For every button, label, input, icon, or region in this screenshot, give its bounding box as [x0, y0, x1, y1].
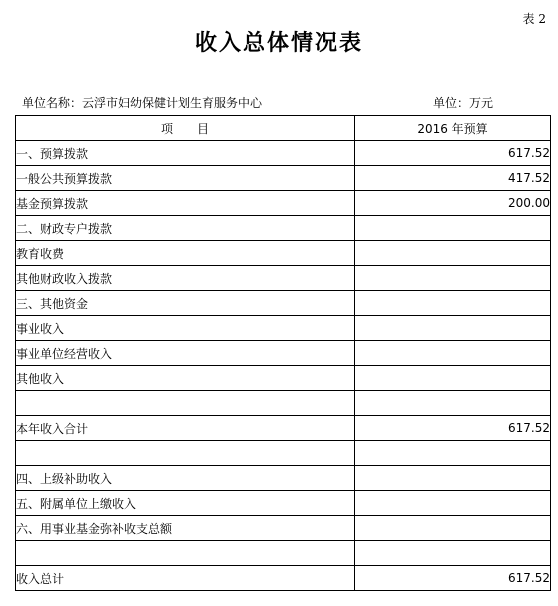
table-row — [16, 541, 551, 566]
row-value — [355, 316, 551, 341]
row-label: 其他收入 — [16, 366, 355, 391]
row-value: 417.52 — [355, 166, 551, 191]
row-label: 教育收费 — [16, 241, 355, 266]
row-value — [355, 491, 551, 516]
table-row — [16, 191, 551, 216]
table-row — [16, 291, 551, 316]
row-label — [16, 441, 355, 466]
row-value: 617.52 — [355, 416, 551, 441]
table-row — [16, 441, 551, 466]
row-label: 二、财政专户拨款 — [16, 216, 355, 241]
row-value — [355, 266, 551, 291]
table-row — [16, 141, 551, 166]
row-value — [355, 241, 551, 266]
row-value — [355, 441, 551, 466]
table-row — [16, 266, 551, 291]
row-value — [355, 341, 551, 366]
table-row — [16, 241, 551, 266]
row-label: 一般公共预算拨款 — [16, 166, 355, 191]
table-number: 表 2 — [522, 12, 546, 26]
row-label — [16, 391, 355, 416]
table-row-total — [16, 566, 551, 591]
row-label: 事业单位经营收入 — [16, 341, 355, 366]
row-value — [355, 366, 551, 391]
table-row — [16, 466, 551, 491]
row-value — [355, 516, 551, 541]
table-row — [16, 491, 551, 516]
row-label: 三、其他资金 — [16, 291, 355, 316]
table-row — [16, 366, 551, 391]
row-value: 617.52 — [355, 141, 551, 166]
row-label: 一、预算拨款 — [16, 141, 355, 166]
table-row — [16, 341, 551, 366]
row-value: 617.52 — [355, 566, 551, 591]
header-item: 项 目 — [16, 116, 355, 141]
table-row — [16, 216, 551, 241]
income-summary-table — [15, 115, 551, 591]
table-row — [16, 516, 551, 541]
row-label: 基金预算拨款 — [16, 191, 355, 216]
row-value: 200.00 — [355, 191, 551, 216]
row-label: 四、上级补助收入 — [16, 466, 355, 491]
table-header-row — [16, 116, 551, 141]
table-row — [16, 166, 551, 191]
page-title: 收入总体情况表 — [194, 31, 363, 56]
row-value — [355, 216, 551, 241]
table-row-subtotal — [16, 416, 551, 441]
table-row — [16, 316, 551, 341]
row-label: 收入总计 — [16, 566, 355, 591]
row-value — [355, 541, 551, 566]
row-value — [355, 391, 551, 416]
row-label: 本年收入合计 — [16, 416, 355, 441]
unit-name-label: 单位名称：云浮市妇幼保健计划生育服务中心 — [22, 96, 263, 110]
row-label: 六、用事业基金弥补收支总额 — [16, 516, 355, 541]
currency-unit-label: 单位：万元 — [433, 96, 494, 110]
row-label: 五、附属单位上缴收入 — [16, 491, 355, 516]
row-value — [355, 466, 551, 491]
row-label: 其他财政收入拨款 — [16, 266, 355, 291]
table-row — [16, 391, 551, 416]
row-label — [16, 541, 355, 566]
header-budget: 2016 年预算 — [355, 116, 551, 141]
row-label: 事业收入 — [16, 316, 355, 341]
row-value — [355, 291, 551, 316]
